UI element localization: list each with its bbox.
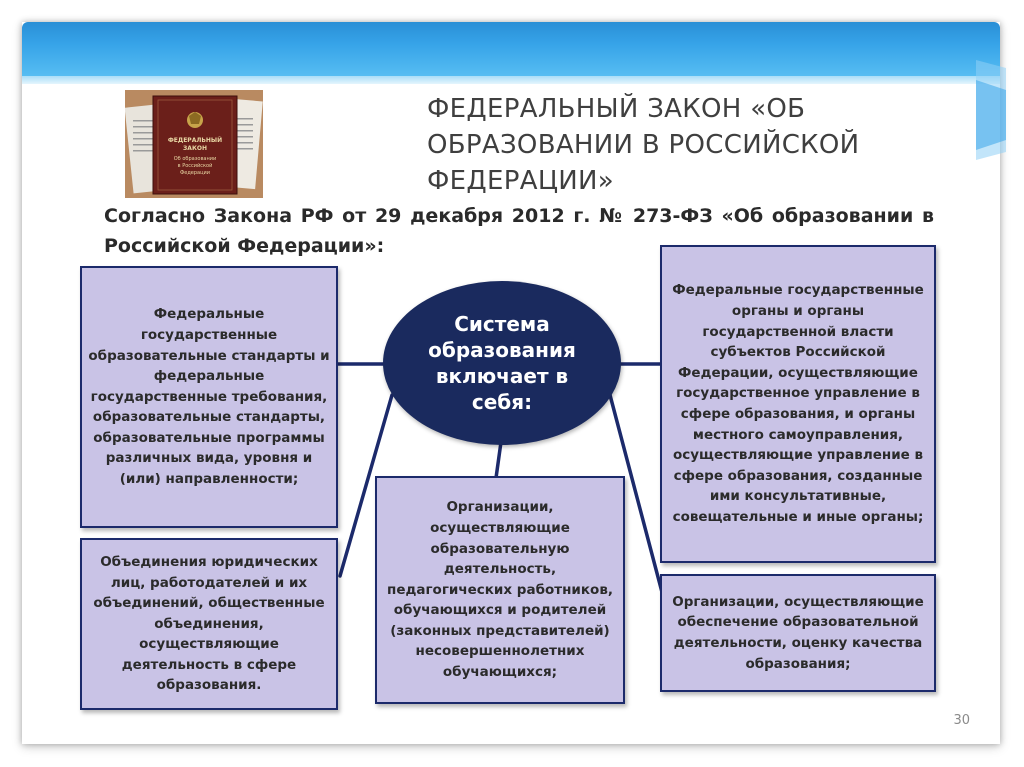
center-text: Система образования включает в себя:: [428, 312, 576, 414]
box-associations: [80, 538, 338, 710]
box-authorities: [660, 245, 936, 563]
box-organizations: [375, 476, 625, 704]
book-line-2: ЗАКОН: [183, 145, 207, 152]
box-support-text: Организации, осуществляющие обеспечение образовательной деятельности, оценку качества образования;: [672, 593, 924, 672]
page-number: 30: [953, 713, 970, 728]
box-associations-text: Объединения юридических лиц, работодателей и их объединений, общественные объединения, осуществляющие деятельность в сфере образования.: [93, 553, 325, 694]
intro-text: Согласно Закона РФ от 29 декабря 2012 г. № 273-ФЗ «Об образовании в Российской Федерации»:: [104, 205, 934, 257]
slide-title: ФЕДЕРАЛЬНЫЙ ЗАКОН «ОБ ОБРАЗОВАНИИ В РОССИЙСКОЙ ФЕДЕРАЦИИ»: [427, 94, 860, 196]
book-line-4: в Российской: [177, 163, 213, 169]
book-line-5: Федерации: [179, 170, 211, 176]
slide: [22, 22, 1000, 744]
box-authorities-text: Федеральные государственные органы и органы государственной власти субъектов Российской Федерации, осуществляющие государственное управление в сфере образования, и органы местного самоуправления, осуществляющие управление в сфере образования, созданные ими консультативные, совещательные и иные органы;: [672, 282, 924, 525]
book-line-3: Об образовании: [173, 156, 217, 162]
box-standards-text: Федеральные государственные образовательные стандарты и федеральные государственные требования, образовательные стандарты, образовательные программы различных вида, уровня и (или) направленности;: [88, 306, 330, 488]
book-line-1: ФЕДЕРАЛЬНЫЙ: [167, 137, 223, 144]
box-standards: [80, 266, 338, 528]
center-oval: [383, 281, 621, 445]
box-organizations-text: Организации, осуществляющие образовательную деятельность, педагогических работников, обучающихся и родителей (законных представителей) несовершеннолетних обучающихся;: [387, 499, 613, 681]
box-support: [660, 574, 936, 692]
corner-decoration: [976, 60, 1006, 160]
